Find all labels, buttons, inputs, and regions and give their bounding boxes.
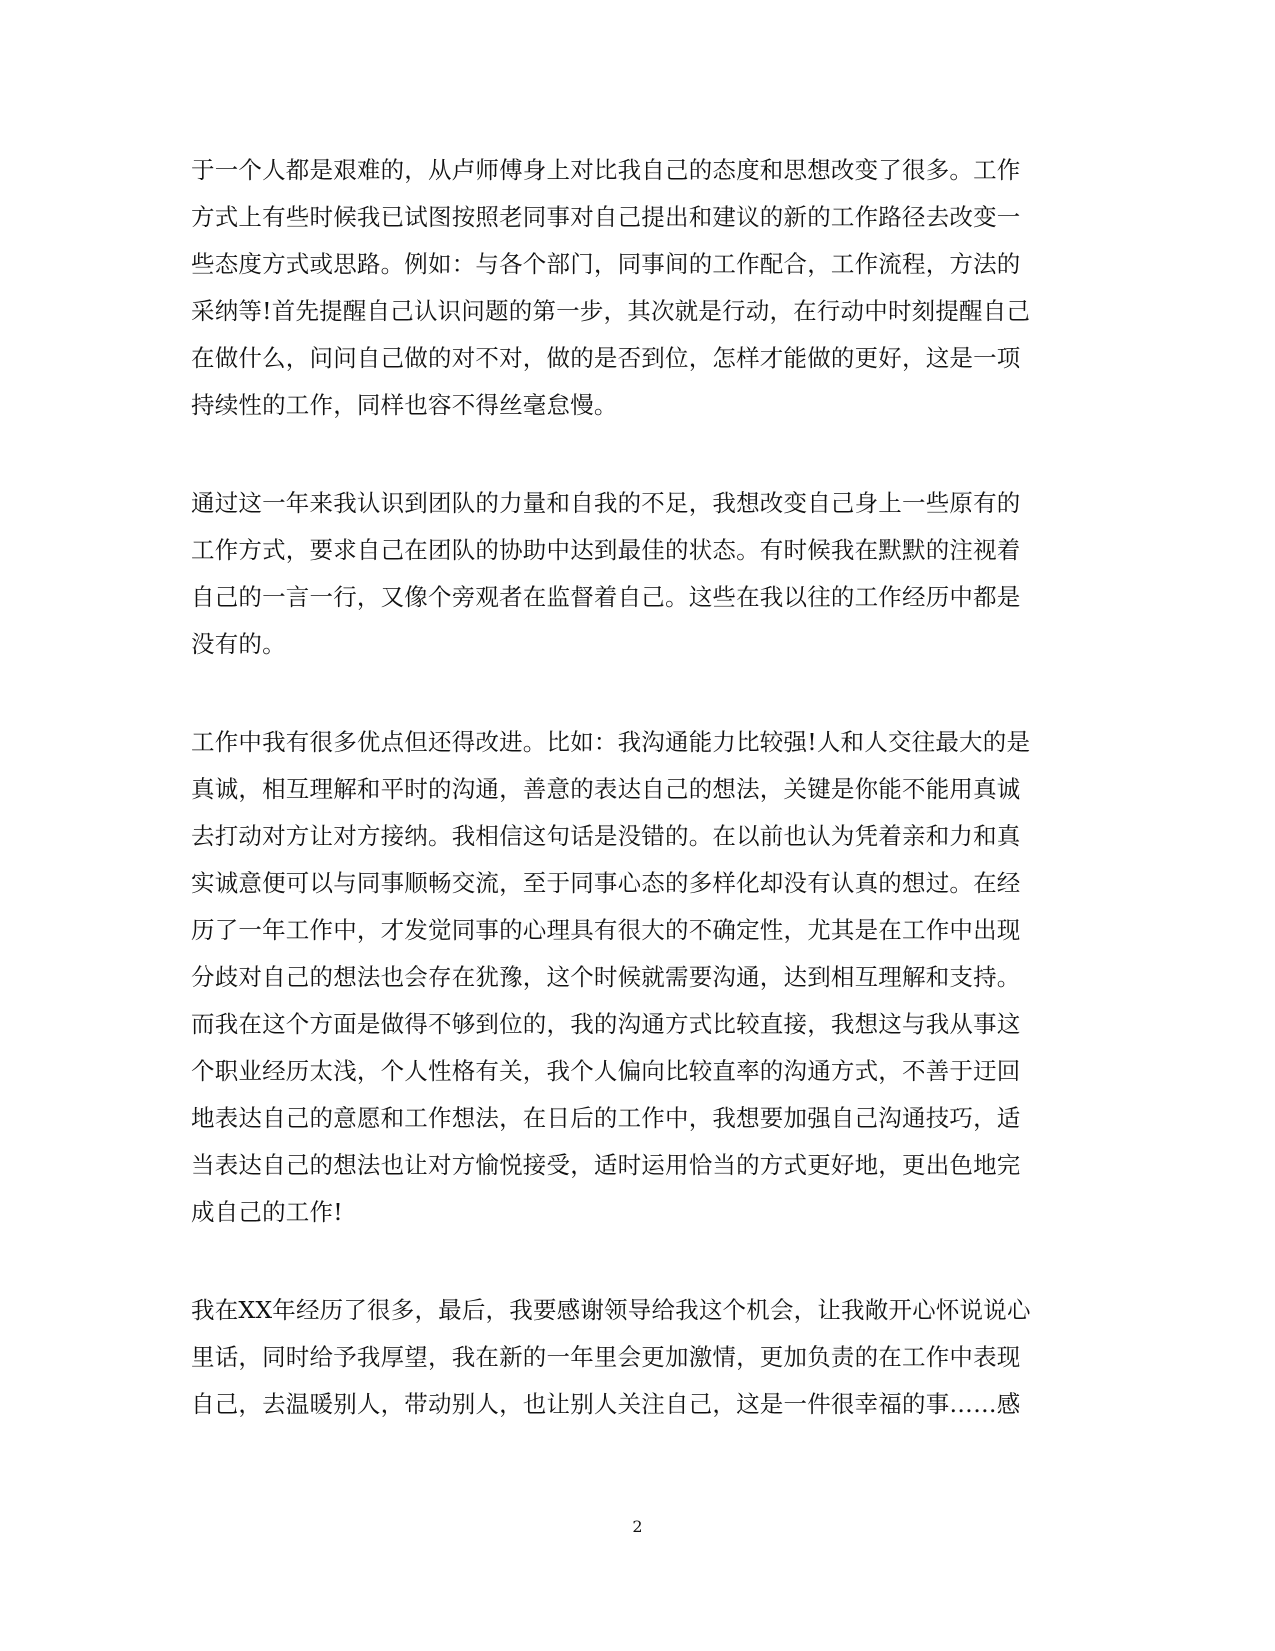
paragraph-line: 自己，去温暖别人，带动别人，也让别人关注自己，这是一件很幸福的事……感	[191, 1390, 1021, 1418]
paragraph-line: 采纳等!首先提醒自己认识问题的第一步，其次就是行动，在行动中时刻提醒自己	[191, 297, 1031, 325]
paragraph-line: 我在XX年经历了很多，最后，我要感谢领导给我这个机会，让我敞开心怀说说心	[191, 1296, 1031, 1324]
paragraph-line: 通过这一年来我认识到团队的力量和自我的不足，我想改变自己身上一些原有的	[191, 489, 1021, 517]
paragraph-line: 成自己的工作!	[191, 1198, 343, 1226]
paragraph-line: 当表达自己的想法也让对方愉悦接受，适时运用恰当的方式更好地，更出色地完	[191, 1151, 1021, 1179]
paragraph-line: 没有的。	[191, 630, 286, 658]
paragraph-line: 持续性的工作，同样也容不得丝毫怠慢。	[191, 391, 618, 419]
paragraph-line: 些态度方式或思路。例如：与各个部门，同事间的工作配合，工作流程，方法的	[191, 250, 1021, 278]
paragraph-line: 方式上有些时候我已试图按照老同事对自己提出和建议的新的工作路径去改变一	[191, 203, 1021, 231]
paragraph-line: 去打动对方让对方接纳。我相信这句话是没错的。在以前也认为凭着亲和力和真	[191, 822, 1021, 850]
paragraph-line: 分歧对自己的想法也会存在犹豫，这个时候就需要沟通，达到相互理解和支持。	[191, 963, 1021, 991]
paragraph-line: 工作中我有很多优点但还得改进。比如：我沟通能力比较强!人和人交往最大的是	[191, 728, 1031, 756]
paragraph-line: 于一个人都是艰难的，从卢师傅身上对比我自己的态度和思想改变了很多。工作	[191, 156, 1021, 184]
paragraph-line: 而我在这个方面是做得不够到位的，我的沟通方式比较直接，我想这与我从事这	[191, 1010, 1021, 1038]
page-number: 2	[632, 1517, 643, 1536]
paragraph-line: 地表达自己的意愿和工作想法，在日后的工作中，我想要加强自己沟通技巧，适	[191, 1104, 1021, 1132]
paragraph-line: 里话，同时给予我厚望，我在新的一年里会更加激情，更加负责的在工作中表现	[191, 1343, 1021, 1371]
paragraph-line: 实诚意便可以与同事顺畅交流，至于同事心态的多样化却没有认真的想过。在经	[191, 869, 1021, 897]
paragraph-line: 个职业经历太浅，个人性格有关，我个人偏向比较直率的沟通方式，不善于迂回	[191, 1057, 1021, 1085]
paragraph-line: 工作方式，要求自己在团队的协助中达到最佳的状态。有时候我在默默的注视着	[191, 536, 1021, 564]
paragraph-line: 自己的一言一行，又像个旁观者在监督着自己。这些在我以往的工作经历中都是	[191, 583, 1021, 611]
paragraph-line: 历了一年工作中，才发觉同事的心理具有很大的不确定性，尤其是在工作中出现	[191, 916, 1021, 944]
paragraph-line: 在做什么，问问自己做的对不对，做的是否到位，怎样才能做的更好，这是一项	[191, 344, 1021, 372]
paragraph-line: 真诚，相互理解和平时的沟通，善意的表达自己的想法，关键是你能不能用真诚	[191, 775, 1021, 803]
